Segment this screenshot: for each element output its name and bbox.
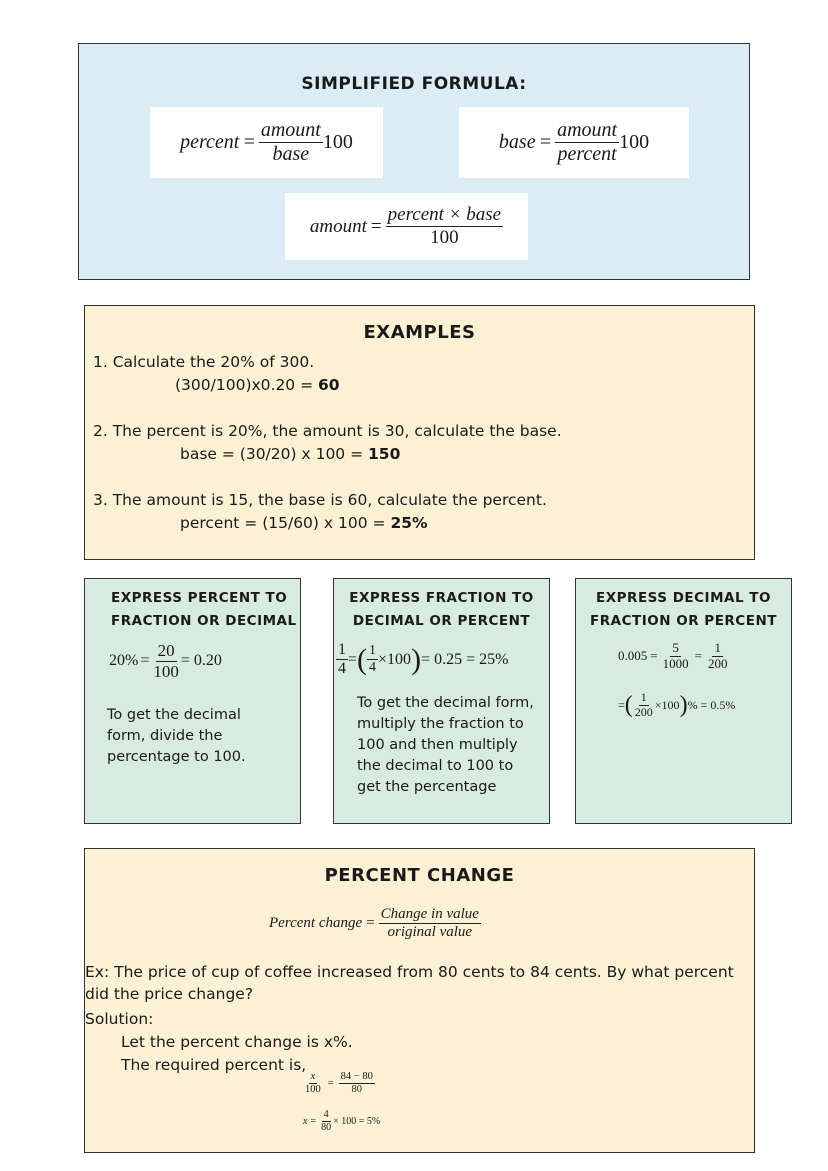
percent-change-step-1: Let the percent change is x%. — [121, 1033, 353, 1051]
express-percent-panel — [84, 578, 301, 824]
example-2-calc: base = (30/20) x 100 = 150 — [180, 445, 401, 463]
percent-change-problem: Ex: The price of cup of coffee increased from 80 cents to 84 cents. By what percent did the price change? — [85, 963, 734, 1003]
example-3-answer: 25% — [390, 514, 428, 532]
express-decimal-equation-1: 0.005 = $\frac{5}{1000}$ = $\frac{1}{200}$ — [618, 640, 728, 671]
formula-amount-fraction: $\frac{\text{percent × base}}{100}$ — [387, 204, 502, 248]
examples-panel — [84, 305, 755, 560]
example-1-answer: 60 — [318, 376, 340, 394]
express-percent-text: To get the decimal form, divide the percentage to 100. — [107, 707, 246, 765]
example-2-answer: 150 — [368, 445, 401, 463]
formula-base-lhs: base — [498, 131, 536, 153]
simplified-formula-title: SIMPLIFIED FORMULA: — [301, 74, 527, 94]
example-1-calc: (300/100)x0.20 = 60 — [175, 376, 340, 394]
percent-change-calc-2: x = $\frac{4}{80}$ × 100 = 5% — [303, 1109, 381, 1133]
express-decimal-title: EXPRESS DECIMAL TO FRACTION OR PERCENT — [590, 590, 777, 629]
example-3-calc: percent = (15/60) x 100 = 25% — [180, 514, 428, 532]
formula-base: base = $\frac{\text{amount}}{\text{percent}}$ 100 — [459, 107, 689, 178]
percent-change-calc-1: $\frac{x}{100}$ = $\frac{84 - 80}{80}$ — [305, 1071, 373, 1096]
example-1-question: 1. Calculate the 20% of 300. — [93, 353, 315, 371]
percent-change-step-2: The required percent is, — [121, 1056, 307, 1074]
formula-base-fraction: $\frac{\text{amount}}{\text{percent}}$ — [557, 119, 618, 165]
formula-percent-fraction: $\frac{\text{amount}}{\text{base}}$ — [260, 119, 321, 165]
percent-change-panel — [84, 848, 755, 1153]
formula-percent-lhs: percent — [180, 131, 240, 153]
express-fraction-text: To get the decimal form, multiply the fraction to 100 and then multiply the decimal to 100 to get the percentage — [357, 695, 534, 795]
express-fraction-title: EXPRESS FRACTION TO DECIMAL OR PERCENT — [349, 590, 534, 629]
examples-title: EXAMPLES — [363, 322, 476, 343]
formula-percent-mult: 100 — [322, 131, 353, 153]
simplified-formula-panel — [78, 43, 750, 280]
percent-change-title: PERCENT CHANGE — [324, 865, 515, 886]
express-decimal-panel — [575, 578, 792, 824]
formula-base-mult: 100 — [619, 131, 650, 153]
express-percent-title: EXPRESS PERCENT TO FRACTION OR DECIMAL — [111, 590, 297, 629]
formula-amount-lhs: amount — [309, 215, 367, 237]
example-2-question: 2. The percent is 20%, the amount is 30, calculate the base. — [93, 422, 562, 440]
formula-amount: amount = $\frac{\text{percent × base}}{100}$ — [285, 193, 528, 260]
express-fraction-equation: $\frac{1}{4}$ = ( $\frac{1}{4}$ ×100 ) = 0.25 = 25% — [338, 641, 509, 678]
formula-percent: percent = $\frac{\text{amount}}{\text{base}}$ 100 — [150, 107, 383, 178]
example-3-question: 3. The amount is 15, the base is 60, calculate the percent. — [93, 491, 547, 509]
express-decimal-equation-2: = ( $\frac{1}{200}$ ×100 ) % = 0.5% — [618, 690, 736, 719]
express-fraction-panel — [333, 578, 550, 824]
percent-change-solution-label: Solution: — [85, 1010, 154, 1028]
percent-change-formula: Percent change = $\frac{\text{Change in value}}{\text{original value}}$ — [269, 906, 479, 941]
express-percent-equation: 20% = $\frac{20}{100}$ = 0.20 — [109, 641, 222, 681]
